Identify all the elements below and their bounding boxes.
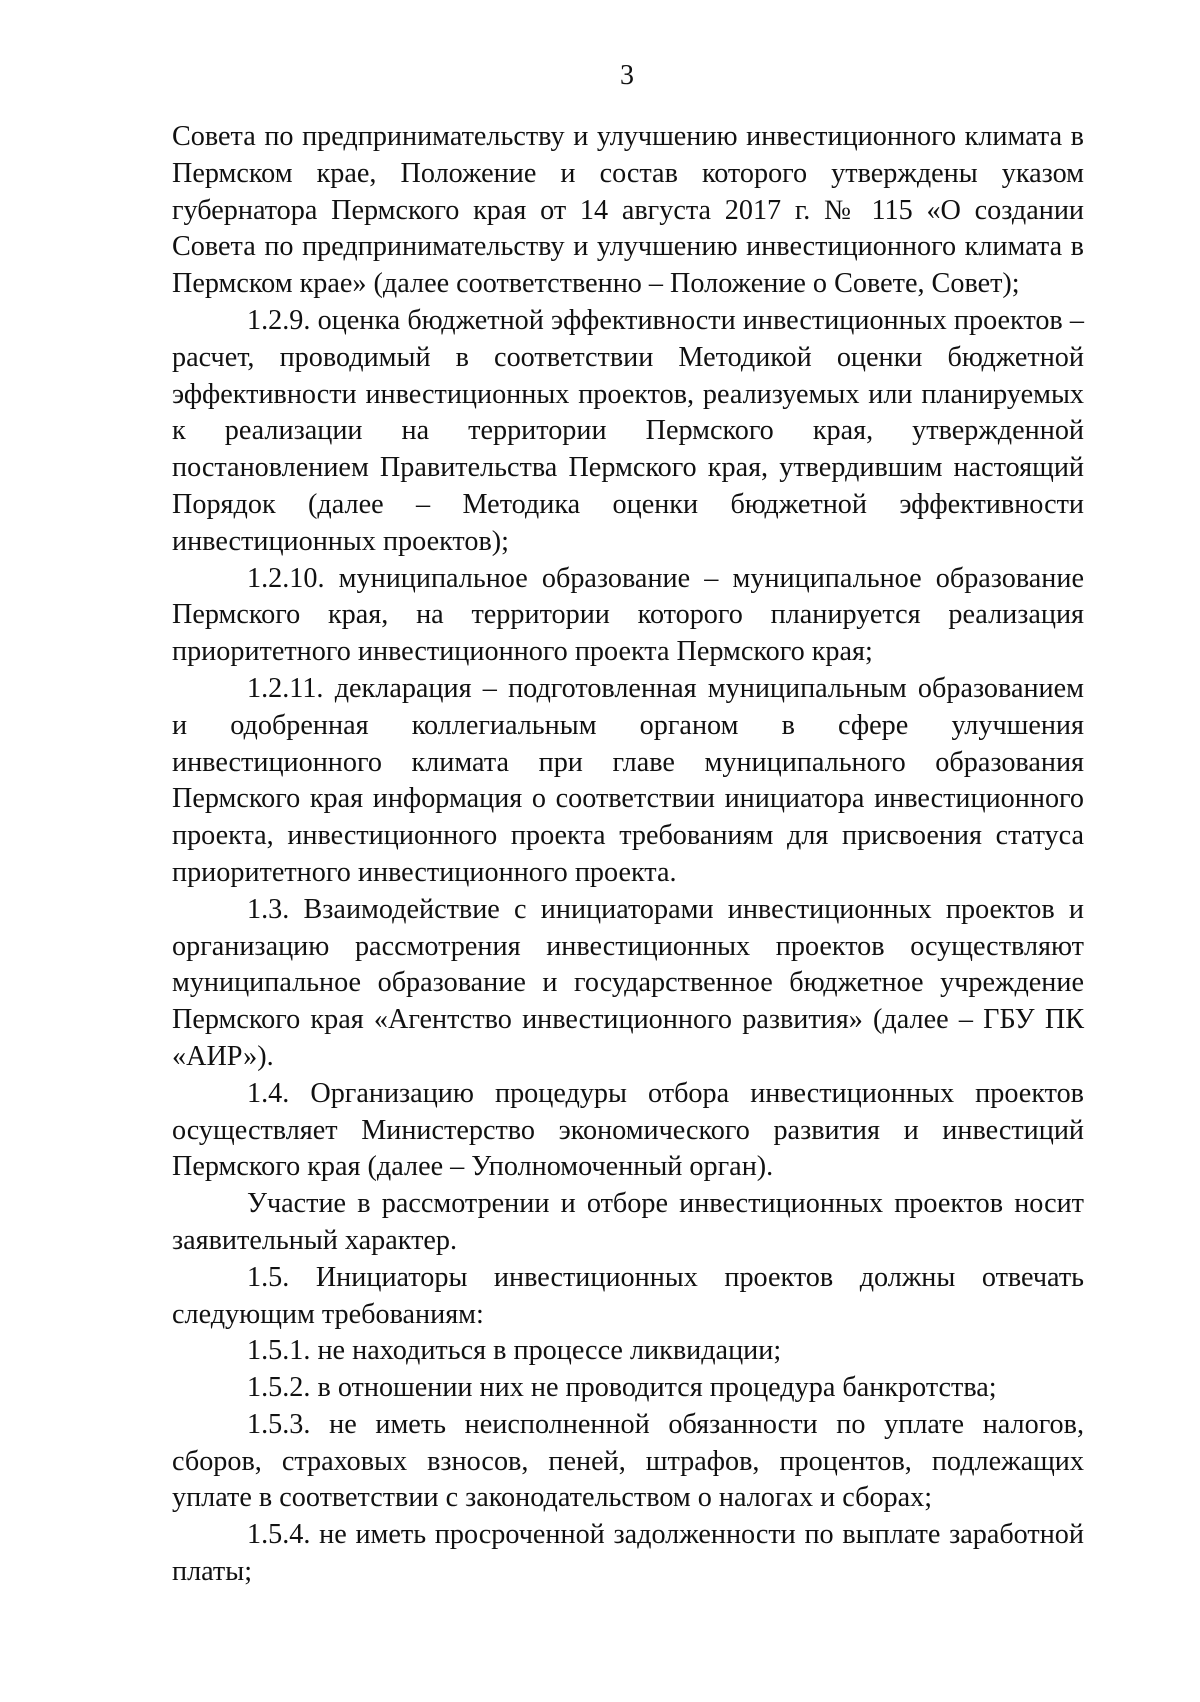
paragraph-1-2-9 bbox=[172, 303, 1084, 561]
paragraph-1-2-11 bbox=[172, 671, 1084, 892]
paragraph-number: 1.3. bbox=[247, 893, 290, 925]
paragraph-text: Совета по предпринимательству и улучшению инвестиционного климата в Пермском крае, Положение и состав которого утверждены указом губернатора Пермского края от 14 августа 2017 г. № 115 «О создании Совета по предпринимательству и улучшению инвестиционного климата в Пермском крае» (далее соответственно – Положение о Совете, Совет); bbox=[172, 121, 1084, 300]
paragraph-1-5-3 bbox=[172, 1407, 1084, 1517]
paragraph-text: Участие в рассмотрении и отборе инвестиционных проектов носит заявительный характер. bbox=[172, 1188, 1084, 1256]
paragraph-number: 1.5. bbox=[247, 1261, 290, 1293]
paragraph-number: 1.2.11. bbox=[247, 672, 324, 704]
paragraph-text: Взаимодействие с инициаторами инвестиционных проектов и организацию рассмотрения инвестиционных проектов осуществляют муниципальное образование и государственное бюджетное учреждение Пермского края «Агентство инвестиционного развития» (далее – ГБУ ПК «АИР»). bbox=[172, 893, 1084, 1072]
paragraph-text: муниципальное образование – муниципальное образование Пермского края, на территории которого планируется реализация приоритетного инвестиционного проекта Пермского края; bbox=[172, 562, 1084, 668]
document-body bbox=[172, 119, 1084, 1591]
paragraph-number: 1.5.1. bbox=[247, 1335, 311, 1367]
paragraph-1-5-2 bbox=[172, 1370, 1084, 1407]
paragraph-1-2-10 bbox=[172, 561, 1084, 671]
paragraph-participation bbox=[172, 1186, 1084, 1260]
paragraph-number: 1.5.3. bbox=[247, 1408, 311, 1440]
paragraph-text: не иметь неисполненной обязанности по уплате налогов, сборов, страховых взносов, пеней, штрафов, процентов, подлежащих уплате в соответствии с законодательством о налогах и сборах; bbox=[172, 1408, 1084, 1514]
paragraph-continuation bbox=[172, 119, 1084, 303]
paragraph-1-5-4 bbox=[172, 1517, 1084, 1591]
paragraph-1-4 bbox=[172, 1076, 1084, 1186]
paragraph-text: оценка бюджетной эффективности инвестиционных проектов – расчет, проводимый в соответствии Методикой оценки бюджетной эффективности инвестиционных проектов, реализуемых или планируемых к реализации на территории Пермского края, утвержденной постановлением Правительства Пермского края, утвердившим настоящий Порядок (далее – Методика оценки бюджетной эффективности инвестиционных проектов); bbox=[172, 304, 1085, 557]
paragraph-text: Инициаторы инвестиционных проектов должны отвечать следующим требованиям: bbox=[172, 1261, 1084, 1330]
paragraph-1-3 bbox=[172, 892, 1084, 1076]
paragraph-1-5 bbox=[172, 1260, 1084, 1334]
paragraph-number: 1.4. bbox=[247, 1077, 290, 1109]
paragraph-text: декларация – подготовленная муниципальным образованием и одобренная коллегиальным органом в сфере улучшения инвестиционного климата при главе муниципального образования Пермского края информация о соответствии инициатора инвестиционного проекта, инвестиционного проекта требованиям для присвоения статуса приоритетного инвестиционного проекта. bbox=[172, 672, 1084, 888]
paragraph-text: Организацию процедуры отбора инвестиционных проектов осуществляет Министерство экономического развития и инвестиций Пермского края (далее – Уполномоченный орган). bbox=[172, 1077, 1084, 1183]
paragraph-number: 1.5.4. bbox=[247, 1519, 311, 1551]
page-number: 3 bbox=[620, 60, 634, 91]
paragraph-text: не находиться в процессе ликвидации; bbox=[317, 1335, 782, 1367]
paragraph-text: в отношении них не проводится процедура банкротства; bbox=[317, 1372, 997, 1404]
paragraph-text: не иметь просроченной задолженности по выплате заработной платы; bbox=[172, 1519, 1084, 1588]
paragraph-1-5-1 bbox=[172, 1333, 1084, 1370]
paragraph-number: 1.5.2. bbox=[247, 1372, 311, 1404]
paragraph-number: 1.2.10. bbox=[247, 562, 325, 594]
paragraph-number: 1.2.9. bbox=[247, 304, 311, 336]
